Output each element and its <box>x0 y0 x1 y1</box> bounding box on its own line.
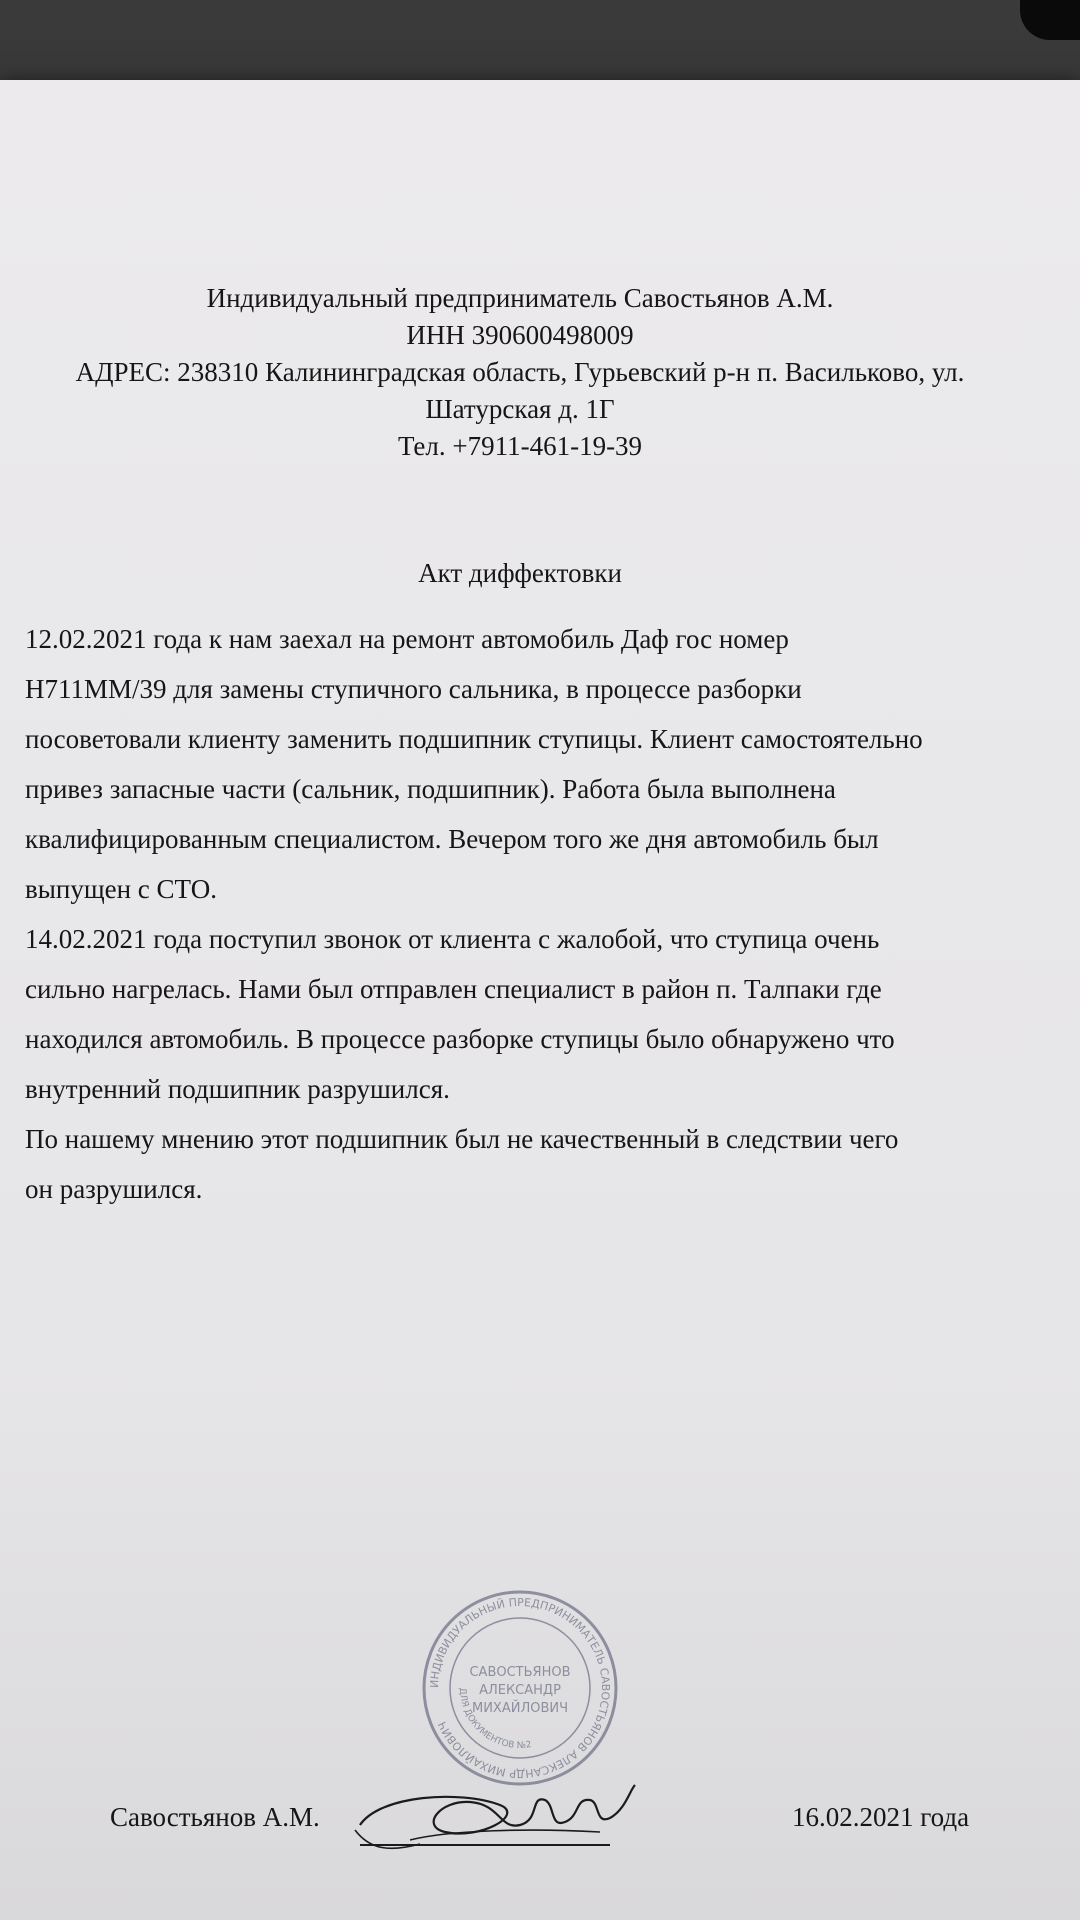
document-body <box>25 614 1055 1214</box>
header-address-cont: Шатурская д. 1Г <box>425 394 615 424</box>
text-line: он разрушился. <box>25 1174 203 1204</box>
header-phone: Тел. +7911-461-19-39 <box>397 431 643 461</box>
text-line: привез запасные части (сальник, подшипник). Работа была выполнена <box>25 774 836 804</box>
text-line: 14.02.2021 года поступил звонок от клиента с жалобой, что ступица очень <box>25 924 880 954</box>
text-line: посоветовали клиенту заменить подшипник ступицы. Клиент самостоятельно <box>25 724 923 754</box>
handwritten-signature <box>350 1770 640 1860</box>
stamp-firstname: АЛЕКСАНДР <box>479 1683 561 1698</box>
round-seal-stamp <box>420 1588 620 1788</box>
document-sheet <box>0 80 1080 1920</box>
document-header <box>0 280 1040 465</box>
text-line: Н711ММ/39 для замены ступичного сальника, в процессе разборки <box>25 674 802 704</box>
stamp-surname: САВОСТЬЯНОВ <box>469 1665 571 1680</box>
signer-name: Савостьянов А.М. <box>110 1802 320 1832</box>
signing-date: 16.02.2021 года <box>792 1802 970 1832</box>
paragraph-conclusion <box>25 1114 1055 1214</box>
stamp-inner-text: ДЛЯ ДОКУМЕНТОВ №2 <box>456 1687 533 1752</box>
text-line: квалифицированным специалистом. Вечером того же дня автомобиль был <box>25 824 879 854</box>
paragraph-repair <box>25 614 1055 914</box>
text-line: сильно нагрелась. Нами был отправлен специалист в район п. Талпаки где <box>25 974 882 1004</box>
document-title: Акт диффектовки <box>418 558 622 588</box>
header-address: АДРЕС: 238310 Калининградская область, Гурьевский р-н п. Васильково, ул. <box>75 357 965 387</box>
header-inn: ИНН 390600498009 <box>406 320 634 350</box>
stamp-ring-text: ИНДИВИДУАЛЬНЫЙ ПРЕДПРИНИМАТЕЛЬ САВОСТЬЯНОВ АЛЕКСАНДР МИХАЙЛОВИЧ <box>427 1595 613 1781</box>
text-line: внутренний подшипник разрушился. <box>25 1074 450 1104</box>
text-line: находился автомобиль. В процессе разборке ступицы было обнаружено что <box>25 1024 895 1054</box>
header-entrepreneur: Индивидуальный предприниматель Савостьянов А.М. <box>206 283 834 313</box>
text-line: выпущен с СТО. <box>25 874 217 904</box>
paragraph-complaint <box>25 914 1055 1114</box>
stamp-patronymic: МИХАЙЛОВИЧ <box>471 1701 569 1716</box>
text-line: По нашему мнению этот подшипник был не качественный в следствии чего <box>25 1124 899 1154</box>
text-line: 12.02.2021 года к нам заехал на ремонт автомобиль Даф гос номер <box>25 624 789 654</box>
